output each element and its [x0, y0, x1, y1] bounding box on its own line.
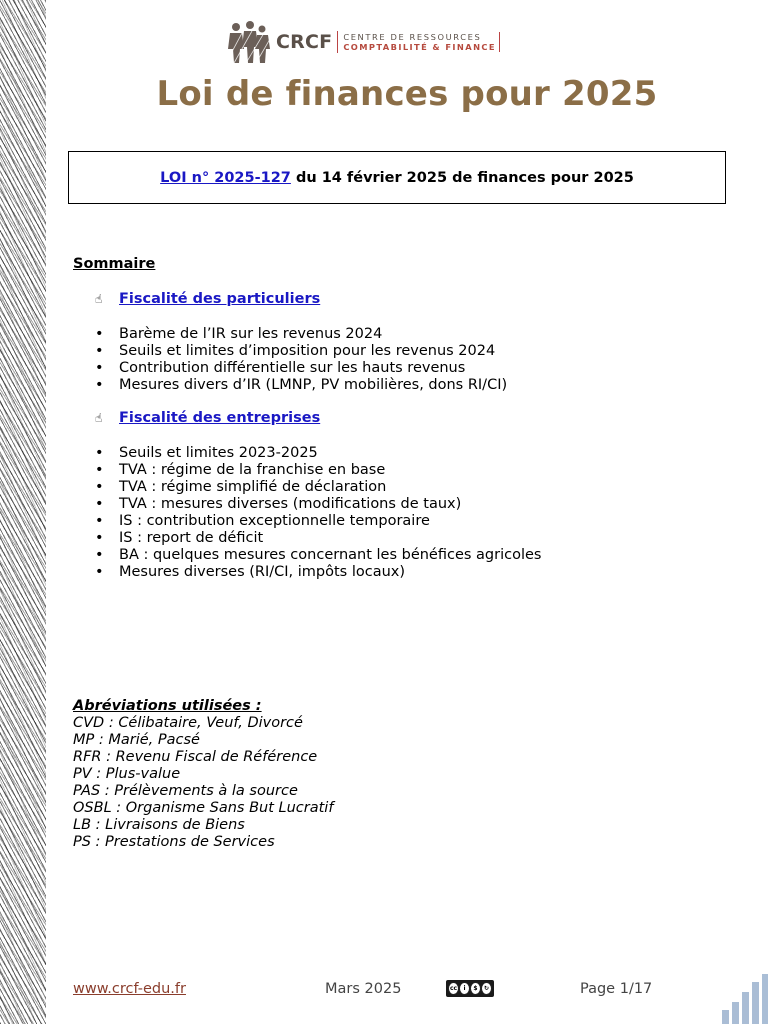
abbreviation-item: MP : Marié, Pacsé: [73, 732, 200, 748]
logo-subtitle-line2: COMPTABILITÉ & FINANCE: [343, 42, 496, 52]
abbreviation-item: OSBL : Organisme Sans But Lucratif: [73, 800, 334, 816]
people-silhouette-icon: [222, 19, 272, 65]
footer-date: Mars 2025: [325, 981, 402, 997]
section-link-entreprises[interactable]: Fiscalité des entreprises: [119, 410, 321, 426]
pointing-hand-icon: ☝: [95, 292, 103, 306]
list-item: • Barème de l’IR sur les revenus 2024: [95, 326, 383, 342]
pointing-hand-icon: ☝: [95, 411, 103, 425]
list-item: • TVA : régime simplifié de déclaration: [95, 479, 387, 495]
logo-end-divider: [499, 32, 500, 52]
law-reference-text: du 14 février 2025 de finances pour 2025: [290, 169, 634, 186]
list-item: • IS : report de déficit: [95, 530, 264, 546]
section-link-particuliers[interactable]: Fiscalité des particuliers: [119, 291, 321, 307]
summary-section-particuliers: [95, 291, 733, 308]
list-item: • BA : quelques mesures concernant les bénéfices agricoles: [95, 547, 542, 563]
abbreviation-item: PAS : Prélèvements à la source: [73, 783, 298, 799]
logo-name: CRCF: [276, 31, 333, 53]
summary: [73, 256, 733, 597]
list-item: • TVA : mesures diverses (modifications de taux): [95, 496, 462, 512]
list-item: • Seuils et limites d’imposition pour les revenus 2024: [95, 343, 496, 359]
summary-section-entreprises: [95, 410, 733, 427]
particuliers-list: [73, 326, 733, 394]
entreprises-list: [73, 445, 733, 581]
page-footer: [0, 981, 768, 1001]
decorative-hatched-border: [0, 0, 46, 1024]
abbreviation-item: PS : Prestations de Services: [73, 834, 275, 850]
website-link[interactable]: www.crcf-edu.fr: [73, 981, 186, 997]
logo-subtitle: [343, 32, 496, 52]
abbreviation-item: CVD : Célibataire, Veuf, Divorcé: [73, 715, 303, 731]
abbreviation-item: PV : Plus-value: [73, 766, 181, 782]
abbreviations-heading: Abréviations utilisées :: [73, 698, 262, 714]
list-item: • TVA : régime de la franchise en base: [95, 462, 386, 478]
decorative-bars-icon: [720, 972, 768, 1024]
list-item: • Contribution différentielle sur les hauts revenus: [95, 360, 466, 376]
crcf-logo: [222, 18, 500, 66]
law-reference-box: [68, 151, 726, 204]
page-title: Loi de finances pour 2025: [156, 74, 658, 114]
abbreviation-item: LB : Livraisons de Biens: [73, 817, 245, 833]
list-item: • Mesures diverses (RI/CI, impôts locaux): [95, 564, 406, 580]
abbreviation-item: RFR : Revenu Fiscal de Référence: [73, 749, 318, 765]
law-reference-link[interactable]: LOI n° 2025-127: [160, 169, 291, 186]
page-number: Page 1/17: [580, 981, 653, 997]
creative-commons-icon: cc i $ ↻: [446, 980, 494, 997]
logo-subtitle-line1: CENTRE DE RESSOURCES: [343, 32, 482, 42]
list-item: • IS : contribution exceptionnelle temporaire: [95, 513, 430, 529]
list-item: • Seuils et limites 2023-2025: [95, 445, 318, 461]
summary-heading: Sommaire: [73, 256, 156, 272]
list-item: • Mesures divers d’IR (LMNP, PV mobilières, dons RI/CI): [95, 377, 508, 393]
abbreviations: [73, 698, 333, 851]
logo-divider: [337, 31, 338, 53]
